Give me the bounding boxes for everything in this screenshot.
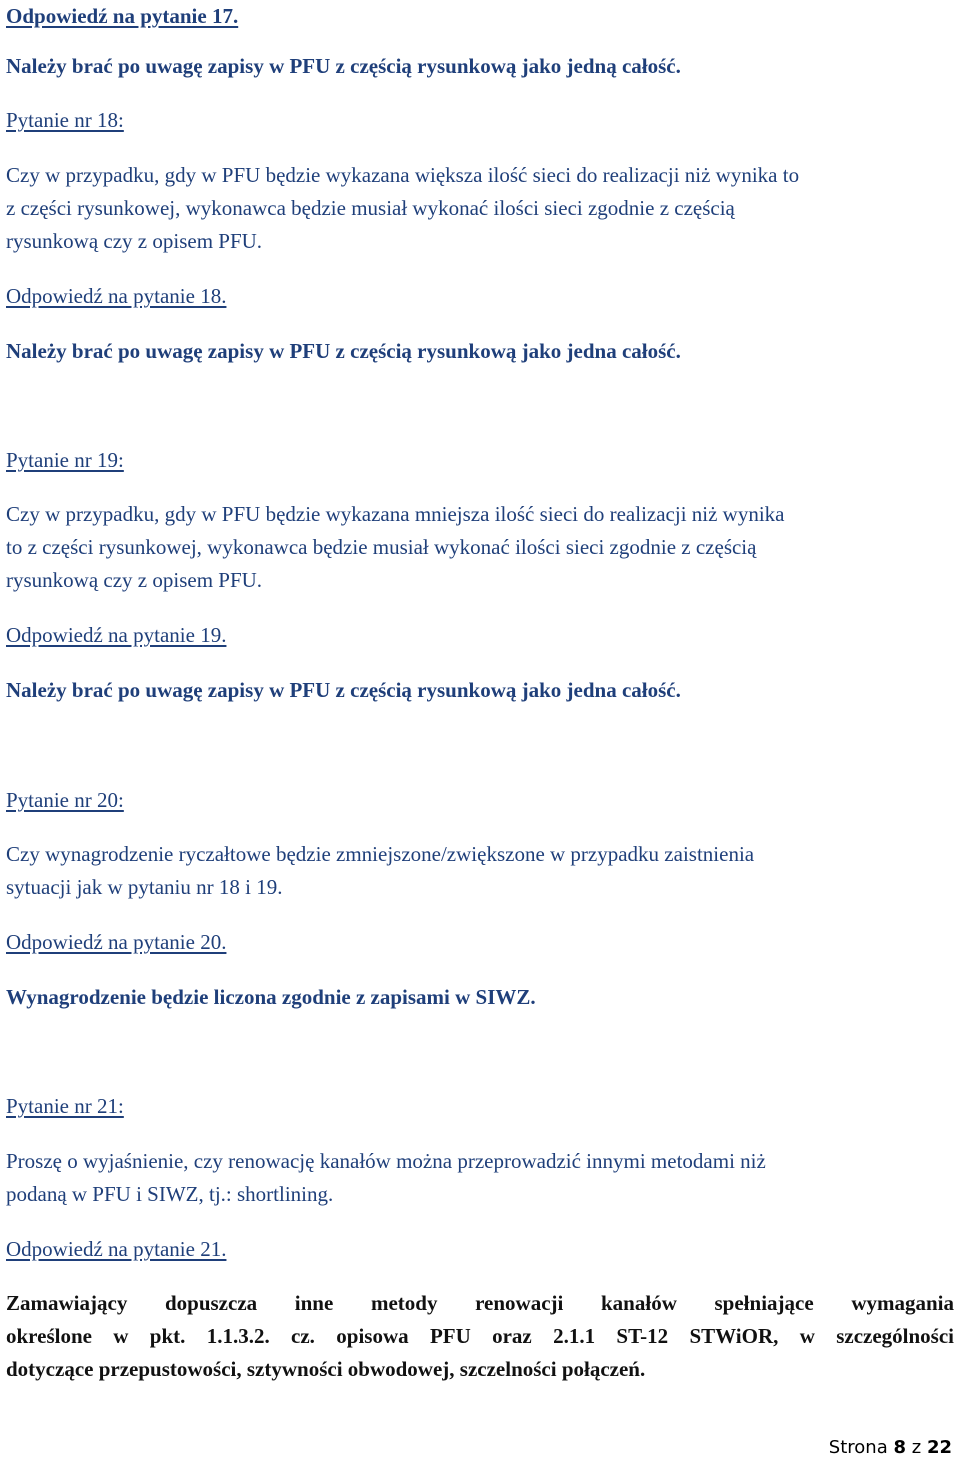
question-text-20-line-2: sytuacji jak w pytaniu nr 18 i 19. xyxy=(6,875,283,899)
question-text-21-line-2: podaną w PFU i SIWZ, tj.: shortlining. xyxy=(6,1182,334,1206)
answer-text-17: Należy brać po uwagę zapisy w PFU z częścią rysunkową jako jedną całość. xyxy=(6,54,681,78)
answer-text-18: Należy brać po uwagę zapisy w PFU z częścią rysunkową jako jedna całość. xyxy=(6,339,681,363)
question-text-18-line-3: rysunkową czy z opisem PFU. xyxy=(6,229,263,253)
answer-heading-21: Odpowiedź na pytanie 21. xyxy=(6,1237,227,1261)
answer-text-20: Wynagrodzenie będzie liczona zgodnie z zapisami w SIWZ. xyxy=(6,985,536,1009)
question-text-19-line-3: rysunkową czy z opisem PFU. xyxy=(6,568,263,592)
question-text-18-line-1: Czy w przypadku, gdy w PFU będzie wykazana większa ilość sieci do realizacji niż wynika to xyxy=(6,163,800,187)
answer-heading-19: Odpowiedź na pytanie 19. xyxy=(6,623,227,647)
answer-text-21-line-1: Zamawiający dopuszcza inne metody renowacji kanałów spełniające wymagania xyxy=(6,1291,954,1315)
answer-heading-20: Odpowiedź na pytanie 20. xyxy=(6,930,227,954)
answer-heading-18: Odpowiedź na pytanie 18. xyxy=(6,284,227,308)
question-text-19-line-2: to z części rysunkowej, wykonawca będzie musiał wykonać ilości sieci zgodnie z częścią xyxy=(6,535,757,559)
answer-text-19: Należy brać po uwagę zapisy w PFU z częścią rysunkową jako jedna całość. xyxy=(6,678,681,702)
question-text-18-line-2: z części rysunkowej, wykonawca będzie musiał wykonać ilości sieci zgodnie z częścią xyxy=(6,196,735,220)
footer-prefix: Strona xyxy=(828,1437,888,1458)
answer-text-21-line-2: określone w pkt. 1.1.3.2. cz. opisowa PFU oraz 2.1.1 ST-12 STWiOR, w szczególności xyxy=(6,1324,954,1348)
question-heading-18: Pytanie nr 18: xyxy=(6,108,124,132)
question-text-20-line-1: Czy wynagrodzenie ryczałtowe będzie zmniejszone/zwiększone w przypadku zaistnienia xyxy=(6,842,755,866)
footer-current-page: 8 xyxy=(893,1437,907,1458)
question-text-21-line-1: Proszę o wyjaśnienie, czy renowację kanałów można przeprowadzić innymi metodami niż xyxy=(6,1149,766,1173)
footer-separator: z xyxy=(911,1437,922,1458)
answer-text-21-line-3: dotyczące przepustowości, sztywności obwodowej, szczelności połączeń. xyxy=(6,1357,646,1381)
footer-total-pages: 22 xyxy=(926,1437,952,1458)
question-heading-21: Pytanie nr 21: xyxy=(6,1094,124,1118)
question-text-19-line-1: Czy w przypadku, gdy w PFU będzie wykazana mniejsza ilość sieci do realizacji niż wynika xyxy=(6,502,785,526)
question-heading-20: Pytanie nr 20: xyxy=(6,788,124,812)
answer-heading-17: Odpowiedź na pytanie 17. xyxy=(6,4,239,28)
question-heading-19: Pytanie nr 19: xyxy=(6,448,124,472)
page-number-footer xyxy=(829,1436,952,1460)
